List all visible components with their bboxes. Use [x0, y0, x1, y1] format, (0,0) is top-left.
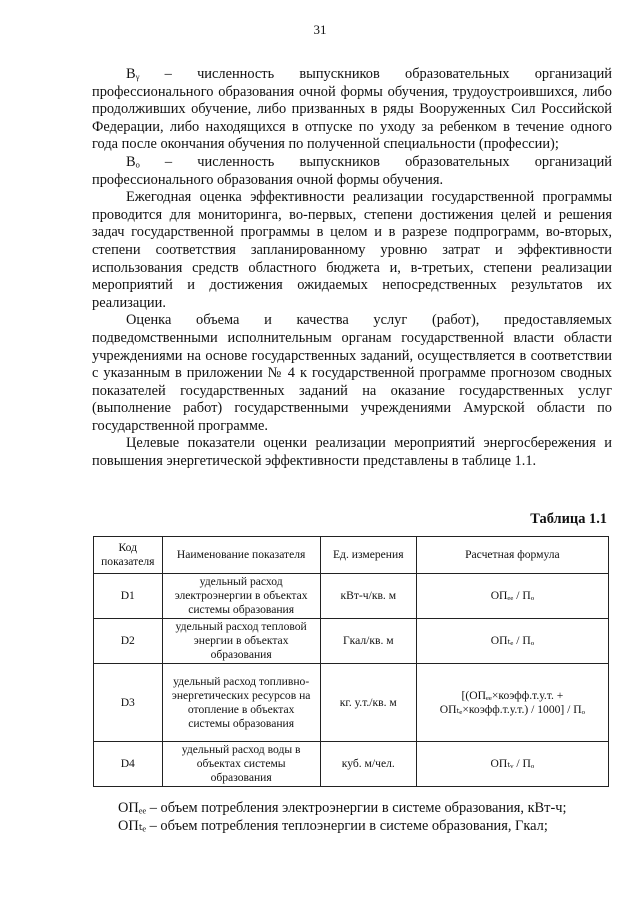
table-caption: Таблица 1.1 — [530, 511, 607, 527]
table-header-row — [94, 537, 609, 574]
header-unit: Ед. измерения — [320, 537, 416, 574]
note-heat: ОПₜₑ – объем потребления теплоэнергии в системе образования, Гкал; — [118, 818, 548, 834]
cell-code: D3 — [94, 664, 163, 742]
table-row — [94, 664, 609, 742]
table-row — [94, 574, 609, 619]
body-text — [92, 66, 612, 471]
cell-formula: ОПₑₑ / Пₒ — [416, 574, 608, 619]
cell-code: D2 — [94, 619, 163, 664]
paragraph-annual-evaluation: Ежегодная оценка эффективности реализации государственной программы проводится для мониторинга, во-первых, степени достижения целей и решения задач государственной программы в целом и в разрезе подпрограмм, во-вторых, степени соответствия запланированному уровню затрат и эффективности использования средств областного бюджета и, в-третьих, степени реализации мероприятий и достижения ожидаемых непосредственных результатов их реализации. — [92, 189, 612, 311]
paragraph-graduates-employed: Вᵧ – численность выпускников образовательных организаций профессионального образования очной формы обучения, трудоустроившихся, либо продолживших обучение, либо призванных в ряды Вооруженных Сил Российской Федерации, либо находящихся в отпуске по уходу за ребенком в течение одного года после окончания обучения по полученной специальности (профессии); — [92, 66, 612, 153]
cell-code: D1 — [94, 574, 163, 619]
formula-notes — [92, 799, 612, 835]
table-row — [94, 619, 609, 664]
paragraph-services-evaluation: Оценка объема и качества услуг (работ), предоставляемых подведомственными исполнительным органам государственной власти области учреждениями на основе государственных заданий, осуществляется в соответствии с указанным в приложении № 4 к государственной программе прогнозом сводных показателей государственных заданий на оказание государственных услуг (выполнение работ) государственными учреждениями Амурской области по государственной программе. — [92, 312, 612, 434]
indicators-table — [93, 536, 609, 787]
cell-unit: кВт-ч/кв. м — [320, 574, 416, 619]
cell-name: удельный расход топливно-энергетических ресурсов на отопление в объектах системы образования — [162, 664, 320, 742]
cell-unit: кг. у.т./кв. м — [320, 664, 416, 742]
note-electricity: ОПₑₑ – объем потребления электроэнергии в системе образования, кВт-ч; — [118, 800, 567, 816]
cell-name: удельный расход воды в объектах системы образования — [162, 742, 320, 787]
page-number: 31 — [313, 22, 327, 37]
cell-formula: ОПₜᵥ / Пₒ — [416, 742, 608, 787]
cell-unit: Гкал/кв. м — [320, 619, 416, 664]
cell-code: D4 — [94, 742, 163, 787]
cell-unit: куб. м/чел. — [320, 742, 416, 787]
cell-name: удельный расход электроэнергии в объектах системы образования — [162, 574, 320, 619]
header-formula: Расчетная формула — [416, 537, 608, 574]
paragraph-graduates-total: Вₒ – численность выпускников образовательных организаций профессионального образования очной формы обучения. — [92, 153, 612, 188]
cell-formula: ОПₜₑ / Пₒ — [416, 619, 608, 664]
cell-name: удельный расход тепловой энергии в объектах образования — [162, 619, 320, 664]
header-name: Наименование показателя — [162, 537, 320, 574]
header-code: Код показателя — [94, 537, 163, 574]
cell-formula: [(ОПₑₑ×коэфф.т.у.т. + ОПₜₑ×коэфф.т.у.т.) / 1000] / Пₒ — [416, 664, 608, 742]
paragraph-target-indicators: Целевые показатели оценки реализации мероприятий энергосбережения и повышения энергетической эффективности представлены в таблице 1.1. — [92, 435, 612, 470]
table-row — [94, 742, 609, 787]
